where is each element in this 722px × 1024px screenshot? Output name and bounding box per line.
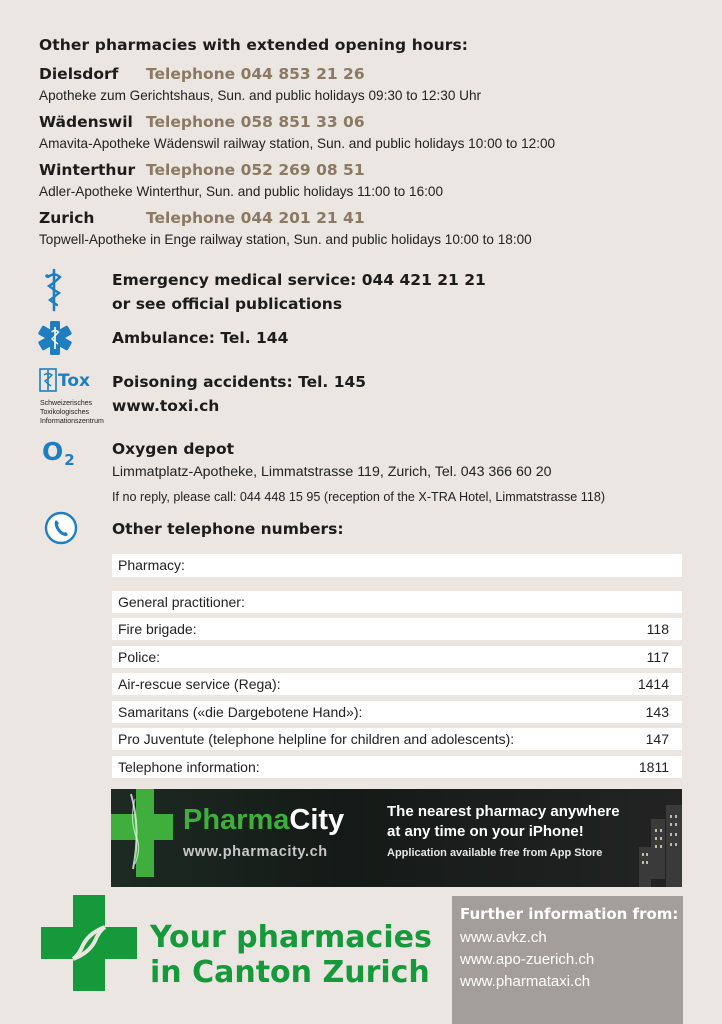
banner-tagline2: at any time on your iPhone!	[387, 823, 584, 840]
tox-caption-line: Informationszentrum	[40, 418, 104, 425]
emergency-service-line1: Emergency medical service: 044 421 21 21	[112, 271, 486, 289]
table-row	[112, 756, 682, 778]
footer-logo-line2: in Canton Zurich	[150, 955, 430, 990]
table-row	[112, 701, 682, 723]
pharmacy-town: Wädenswil	[39, 113, 133, 131]
further-info-title: Further information from:	[460, 905, 679, 923]
oxygen-icon	[42, 437, 75, 469]
oxygen-line1: Limmatplatz-Apotheke, Limmatstrasse 119, Zurich, Tel. 043 366 60 20	[112, 464, 552, 480]
green-cross-logo-icon	[39, 893, 139, 993]
row-label: Pharmacy:	[118, 557, 185, 573]
row-number[interactable]: 147	[645, 731, 669, 747]
pharmacy-number-row[interactable]	[112, 554, 682, 577]
pharmacy-description: Amavita-Apotheke Wädenswil railway station, Sun. and public holidays 10:00 to 12:00	[39, 136, 556, 151]
info-link-avkz[interactable]: www.avkz.ch	[460, 929, 547, 946]
banner-subline: Application available free from App Store	[387, 847, 603, 859]
tox-logo-word: Tox	[58, 371, 90, 391]
row-label: Air-rescue service (Rega):	[118, 676, 281, 692]
pharmacy-town: Dielsdorf	[39, 65, 119, 83]
row-number[interactable]: 1414	[637, 676, 669, 692]
oxygen-icon-letter: O	[42, 437, 64, 466]
row-label: General practitioner:	[118, 594, 245, 610]
pharmacy-description: Topwell-Apotheke in Enge railway station, Sun. and public holidays 10:00 to 18:00	[39, 232, 532, 247]
emergency-service-line2: or see official publications	[112, 295, 343, 313]
telephone-icon	[44, 511, 78, 545]
row-number[interactable]: 117	[646, 649, 669, 665]
row-label: Police:	[118, 649, 161, 665]
banner-tagline1: The nearest pharmacy anywhere	[387, 803, 620, 820]
table-row	[112, 673, 682, 695]
toxi-link[interactable]: www.toxi.ch	[112, 397, 220, 415]
further-info-box	[452, 896, 683, 1024]
tox-caption-line: Schweizerisches	[40, 400, 93, 407]
row-label: Samaritans («die Dargebotene Hand»):	[118, 704, 363, 720]
row-number[interactable]: 118	[646, 621, 669, 637]
pharmacity-brand	[183, 803, 344, 837]
footer-logo-line1: Your pharmacies	[150, 920, 432, 955]
star-of-life-icon	[37, 320, 73, 356]
brand-part2: City	[289, 804, 345, 836]
pharmacy-phone[interactable]: Telephone 044 853 21 26	[146, 65, 365, 83]
table-row	[112, 646, 682, 668]
pharmacy-description: Adler-Apotheke Winterthur, Sun. and public holidays 11:00 to 16:00	[39, 184, 444, 199]
caduceus-icon	[42, 268, 66, 312]
tox-caption-line: Toxikologisches	[40, 409, 90, 416]
ambulance-text: Ambulance: Tel. 144	[112, 329, 289, 347]
tox-logo	[38, 367, 106, 429]
row-number[interactable]: 1811	[638, 759, 669, 775]
tox-caduceus-icon	[38, 367, 58, 393]
poisoning-text: Poisoning accidents: Tel. 145	[112, 373, 367, 391]
pharmacy-phone[interactable]: Telephone 058 851 33 06	[146, 113, 365, 131]
oxygen-icon-subscript: 2	[64, 451, 75, 469]
table-row	[112, 618, 682, 640]
oxygen-line2: If no reply, please call: 044 448 15 95 (reception of the X-TRA Hotel, Limmatstrasse 118)	[112, 490, 606, 504]
row-label: Telephone information:	[118, 759, 260, 775]
other-numbers-title: Other telephone numbers:	[112, 520, 344, 538]
pharmacy-town: Zurich	[39, 209, 95, 227]
row-label: Fire brigade:	[118, 621, 197, 637]
info-link-pharmataxi[interactable]: www.pharmataxi.ch	[460, 973, 591, 990]
oxygen-title: Oxygen depot	[112, 440, 235, 458]
page-heading: Other pharmacies with extended opening hours:	[39, 36, 469, 54]
row-number[interactable]: 143	[645, 704, 669, 720]
pharmacy-description: Apotheke zum Gerichtshaus, Sun. and public holidays 09:30 to 12:30 Uhr	[39, 88, 482, 103]
row-label: Pro Juventute (telephone helpline for children and adolescents):	[118, 731, 515, 747]
info-link-apo-zuerich[interactable]: www.apo-zuerich.ch	[460, 951, 595, 968]
pharmacy-town: Winterthur	[39, 161, 136, 179]
brand-part1: Pharma	[183, 804, 290, 836]
pharmacity-banner[interactable]	[111, 789, 682, 887]
table-row	[112, 591, 682, 613]
pharmacy-phone[interactable]: Telephone 052 269 08 51	[146, 161, 365, 179]
pharmacity-url[interactable]: www.pharmacity.ch	[183, 844, 328, 860]
table-row	[112, 728, 682, 750]
pharmacy-phone[interactable]: Telephone 044 201 21 41	[146, 209, 365, 227]
